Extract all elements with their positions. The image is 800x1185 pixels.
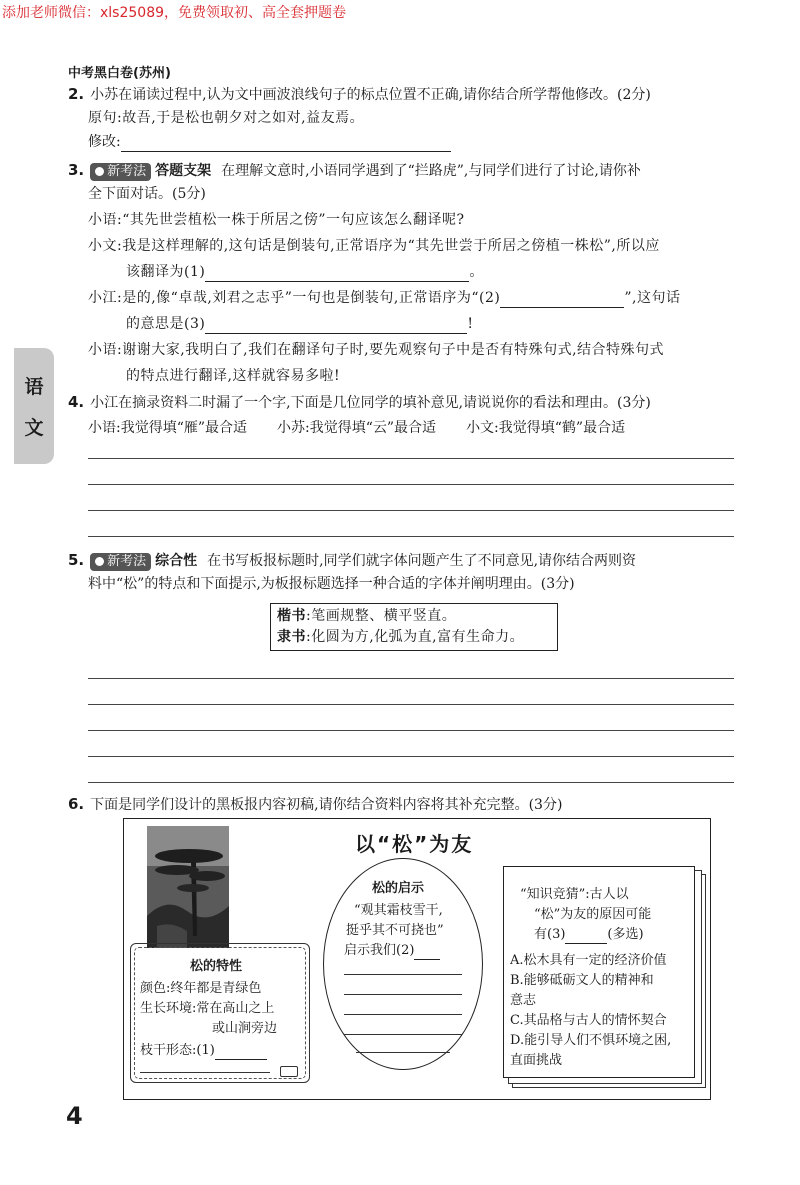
lightbulb-icon xyxy=(95,167,104,176)
question-6 xyxy=(68,794,562,815)
question-number: 5. xyxy=(68,551,85,569)
question-number: 2. xyxy=(68,85,85,103)
answer-line[interactable] xyxy=(88,458,734,459)
new-method-badge xyxy=(90,163,151,181)
quiz-prompt: “知识竞猜”:古人以 xyxy=(520,887,629,902)
quiz-prompt xyxy=(534,926,644,944)
pine-tree-icon xyxy=(147,826,229,948)
dialogue-line: 小文:我是这样理解的,这句话是倒装句,正常语序为“其先世尝于所居之傍植一株松”,所以应 xyxy=(88,238,660,254)
lishu-label: 隶书 xyxy=(277,629,306,645)
answer-line[interactable] xyxy=(88,510,734,511)
quiz-option-b[interactable]: B.能够砥砺文人的精神和 xyxy=(510,973,654,988)
quiz-option-c[interactable]: C.其品格与古人的情怀契合 xyxy=(510,1013,667,1028)
question-number: 4. xyxy=(68,393,85,411)
quiz-option-b-cont: 意志 xyxy=(510,993,537,1008)
dialogue-line: 小语:“其先世尝植松一株于所居之傍”一句应该怎么翻译呢? xyxy=(88,212,465,228)
student-opinions xyxy=(88,418,625,438)
feature-answer-line[interactable] xyxy=(140,1072,270,1073)
revise-label: 修改: xyxy=(88,134,121,150)
opinion-xiaoyu: 小语:我觉得填“雁”最合适 xyxy=(88,420,248,436)
answer-line[interactable] xyxy=(88,484,734,485)
feature-trunk-label: 枝干形态:(1) xyxy=(140,1043,215,1058)
quiz-option-d-cont: 直面挑战 xyxy=(510,1053,563,1068)
answer-blank-2[interactable] xyxy=(500,293,624,308)
inspiration-answer-line[interactable] xyxy=(344,974,462,975)
inspiration-prompt-text: 启示我们(2) xyxy=(344,943,415,958)
answer-line[interactable] xyxy=(88,536,734,537)
inspiration-answer-line[interactable] xyxy=(344,1014,462,1015)
question-5 xyxy=(68,550,636,571)
inspiration-answer-line[interactable] xyxy=(356,1052,450,1053)
dialogue-line: 的特点进行翻译,这样就容易多啦! xyxy=(126,368,341,384)
lishu-desc: :化圆为方,化弧为直,富有生命力。 xyxy=(306,629,525,645)
inspiration-quote: 挺乎其不可挠也” xyxy=(346,923,444,938)
answer-line[interactable] xyxy=(88,756,734,757)
inspiration-title: 松的启示 xyxy=(372,881,425,896)
dialogue-line: 小语:谢谢大家,我明白了,我们在翻译句子时,要先观察句子中是否有特殊句式,结合特殊句式 xyxy=(88,342,665,358)
feature-environment: 生长环境:常在高山之上 xyxy=(140,1001,275,1016)
inspiration-prompt xyxy=(344,942,440,960)
subject-tab-char: 语 xyxy=(24,376,44,398)
badge-label: 新考法 xyxy=(107,554,147,569)
answer-line[interactable] xyxy=(88,782,734,783)
dialogue-text: ”,这句话 xyxy=(624,290,681,306)
opinion-xiaowen: 小文:我觉得填“鹤”最合适 xyxy=(466,420,626,436)
features-title: 松的特性 xyxy=(190,959,243,974)
dialogue-text: 的意思是(3) xyxy=(126,316,206,332)
pine-tree-image xyxy=(147,826,229,948)
page-header: 中考黑白卷(苏州) xyxy=(68,66,171,81)
dialogue-text: 小江:是的,像“卓哉,刘君之志乎”一句也是倒装句,正常语序为“(2) xyxy=(88,290,501,306)
answer-blank[interactable] xyxy=(121,137,451,152)
quiz-prompt-text: (多选) xyxy=(607,927,644,942)
dialogue-line xyxy=(126,314,473,334)
dialogue-text: 。 xyxy=(469,264,484,280)
quiz-option-a[interactable]: A.松木具有一定的经济价值 xyxy=(510,953,667,968)
question-text: 在书写板报标题时,同学们就字体问题产生了不同意见,请你结合两则资 xyxy=(207,553,637,569)
feature-environment-cont: 或山涧旁边 xyxy=(212,1021,278,1036)
lightbulb-icon xyxy=(95,557,104,566)
question-tag: 答题支架 xyxy=(155,163,212,179)
answer-blank-3[interactable] xyxy=(205,319,467,334)
dialogue-line xyxy=(126,262,484,282)
dialogue-line xyxy=(88,288,680,308)
answer-blank-1[interactable] xyxy=(215,1046,267,1060)
opinion-xiaosu: 小苏:我觉得填“云”最合适 xyxy=(277,420,437,436)
dialogue-text: 该翻译为(1) xyxy=(126,264,206,280)
font-hint-box xyxy=(270,603,558,651)
kaishu-label: 楷书 xyxy=(277,608,306,624)
question-text: 小苏在诵读过程中,认为文中画波浪线句子的标点位置不正确,请你结合所学帮他修改。(2分) xyxy=(90,87,651,103)
quiz-prompt-text: 有(3) xyxy=(534,927,566,942)
question-4 xyxy=(68,392,651,413)
quiz-option-d[interactable]: D.能引导人们不惧环境之困, xyxy=(510,1033,672,1048)
question-text: 下面是同学们设计的黑板报内容初稿,请你结合资料内容将其补充完整。(3分) xyxy=(90,797,563,813)
feature-trunk xyxy=(140,1042,267,1060)
question-text: 在理解文意时,小语同学遇到了“拦路虎”,与同学们进行了讨论,请你补 xyxy=(221,163,641,179)
question-text: 小江在摘录资料二时漏了一个字,下面是几位同学的填补意见,请说说你的看法和理由。(3分) xyxy=(90,395,651,411)
answer-line[interactable] xyxy=(88,730,734,731)
feature-color: 颜色:终年都是青绿色 xyxy=(140,981,262,996)
question-number: 3. xyxy=(68,161,85,179)
original-sentence: 原句:故吾,于是松也朝夕对之如对,益友焉。 xyxy=(88,110,365,126)
revise-row xyxy=(88,132,451,152)
answer-line[interactable] xyxy=(88,678,734,679)
quiz-prompt: “松”为友的原因可能 xyxy=(534,907,652,922)
question-number: 6. xyxy=(68,795,85,813)
question-text-cont: 全下面对话。(5分) xyxy=(88,186,206,202)
question-3 xyxy=(68,160,641,181)
question-text-cont: 料中“松”的特点和下面提示,为板报标题选择一种合适的字体并阐明理由。(3分) xyxy=(88,576,575,592)
new-method-badge xyxy=(90,553,151,571)
inspiration-quote: “观其霜枝雪干, xyxy=(354,903,443,918)
kaishu-hint xyxy=(277,606,551,627)
watermark: 添加老师微信：xls25089，免费领取初、高全套押题卷 xyxy=(2,5,347,21)
answer-blank-3[interactable] xyxy=(565,930,607,944)
badge-label: 新考法 xyxy=(107,164,147,179)
dialogue-text: ! xyxy=(467,316,474,332)
subject-tab xyxy=(14,348,54,464)
lishu-hint xyxy=(277,627,551,648)
question-tag: 综合性 xyxy=(155,553,198,569)
answer-blank-2[interactable] xyxy=(414,946,440,960)
answer-blank-1[interactable] xyxy=(205,267,469,282)
board-title: 以“松”为友 xyxy=(355,832,474,856)
inspiration-answer-line[interactable] xyxy=(344,994,462,995)
kaishu-desc: :笔画规整、横平竖直。 xyxy=(306,608,457,624)
question-2 xyxy=(68,84,651,105)
page-number: 4 xyxy=(66,1102,83,1130)
subject-tab-char: 文 xyxy=(24,417,44,439)
inspiration-answer-line[interactable] xyxy=(344,1034,462,1035)
scroll-decor-icon xyxy=(280,1066,298,1077)
answer-line[interactable] xyxy=(88,704,734,705)
